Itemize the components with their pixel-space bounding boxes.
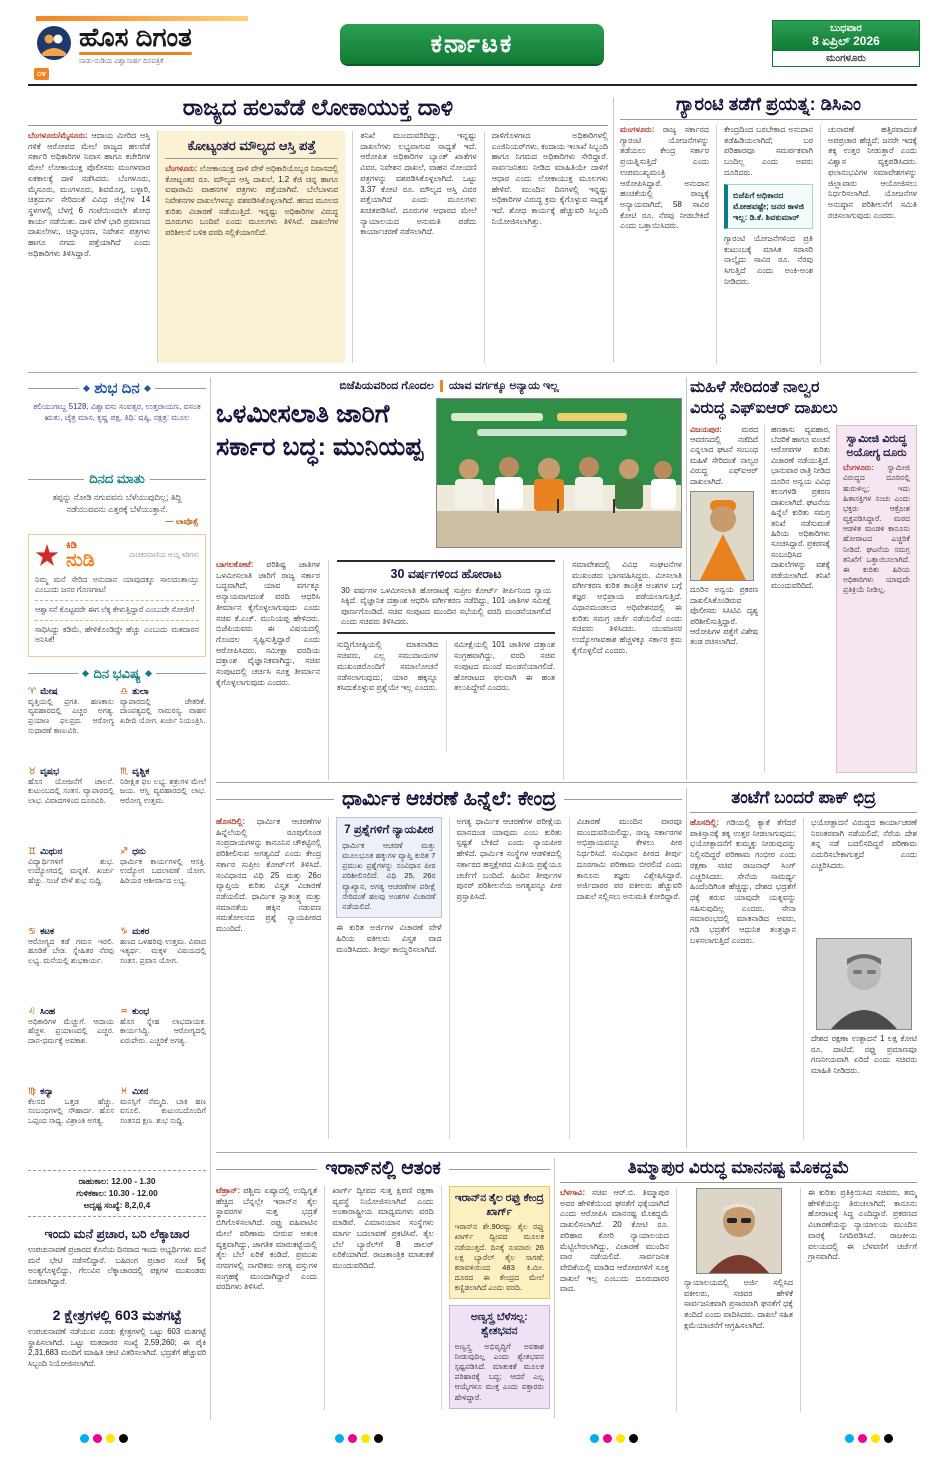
section-title: ದಿನ ಭವಿ‍ಷ್ಯ: [93, 665, 141, 681]
kidi-nudi-box: [28, 534, 206, 657]
newspaper-logo: [36, 16, 248, 76]
column-text: ಗಡಿಯಲ್ಲಿ ಕ್ಯಾತೆ ತೆಗೆದರೆ ಪಾಕಿಸ್ತಾನಕ್ಕೆ ತಕ್ಕ ಉತ್ತರ ನೀಡಲಾಗುವುದು; ಭಯೋತ್ಪಾದನೆಗೆ ಕುಮ್ಮಕ್ಕು ನೀಡುವುದನ್ನು ನಿಲ್ಲಿಸದಿದ್ದರೆ ಪರಿಣಾಮ ಗಂಭೀರ ಎಂದು ರಕ್ಷಣಾ ಸಚಿವ ರಾಜನಾಥ್ ಸಿಂಗ್ ಎಚ್ಚರಿಸಿದರು. ಸೇನೆಯ ಸಾಮರ್ಥ್ಯ ಹಿಂದೆಂದಿಗಿಂತ ಹೆಚ್ಚಿದ್ದು, ದೇಶದ ಭದ್ರತೆಗೆ ಧಕ್ಕೆ ತರುವ ಯಾವುದೇ ಯತ್ನವನ್ನು ಸಹಿಸುವುದಿಲ್ಲ ಎಂದರು. ಸೇನಾ ಸಮಾರಂಭದಲ್ಲಿ ಮಾತನಾಡಿದ ಅವರು, ಗಡಿ ಭದ್ರತೆಗೆ ಆಧುನಿಕ ತಂತ್ರಜ್ಞಾನ ಬಳಸಲಾಗುತ್ತಿದೆ ಎಂದರು.: [690, 818, 796, 945]
column-divider: [554, 1158, 555, 1418]
kidi-item: ಸಾಧಿಸಿದ್ದು ಕಡಿಮೆ, ಹೇಳಿಕೊಂಡಿದ್ದೇ ಹೆಚ್ಚು ಎಂಬುದು ಮತದಾರನ ಅನಿಸಿಕೆ!: [35, 620, 199, 650]
date-box: [772, 20, 920, 67]
column-text: ಭಯೋತ್ಪಾದನೆ ವಿರುದ್ಧದ ಕಾರ್ಯಾಚರಣೆ ನಿರಂತರವಾಗಿ ನಡೆಯಲಿದೆ; ನೆರೆಯ ದೇಶ ತನ್ನ ನಡೆ ಬದಲಿಸದಿದ್ದರೆ ಪರಿಣಾಮ ಎದುರಿಸಬೇಕಾಗುತ್ತದೆ ಎಂದು ಎಚ್ಚರಿಸಿದರು.: [811, 818, 917, 870]
column-text: ದಾಳಿಗೊಳಗಾದ ಅಧಿಕಾರಿಗಳಲ್ಲಿ ಎಂಜಿನಿಯರ್‌ಗಳು, ಕಂದಾಯ ಇಲಾಖೆ ಸಿಬ್ಬಂದಿ ಹಾಗೂ ನಿಗಮದ ಅಧಿಕಾರಿಗಳು ಸೇರಿದ್ದಾರೆ. ಸಾರ್ವಜನಿಕರು ನೀಡಿದ ಮಾಹಿತಿಯೇ ದಾಳಿಗೆ ಆಧಾರ ಎಂದು ಲೋಕಾಯುಕ್ತ ಮೂಲಗಳು ಹೇಳಿವೆ. ಮುಂದಿನ ದಿನಗಳಲ್ಲಿ ಇನ್ನಷ್ಟು ಅಧಿಕಾರಿಗಳ ವಿರುದ್ಧ ಕ್ರಮ ಕೈಗೊಳ್ಳುವ ಸಾಧ್ಯತೆ ಇದೆ. ಶೋಧ ಕಾರ್ಯಕ್ಕೆ ಹೆಚ್ಚುವರಿ ಸಿಬ್ಬಂದಿ ನಿಯೋಜಿಸಲಾಗಿತ್ತು.: [491, 131, 608, 226]
column-text: ದೇಶದ ರಕ್ಷಣಾ ಉತ್ಪಾದನೆ 1 ಲಕ್ಷ ಕೋಟಿ ರೂ. ದಾಟಿದೆ; ರಫ್ತು ಪ್ರಮಾಣವೂ ಗಣನೀಯವಾಗಿ ಏರಿದೆ ಎಂದು ಸಚಿವರು ಮಾಹಿತಿ ನೀಡಿದರು.: [811, 1034, 917, 1076]
article-headline-line1: ಮಹಿಳೆ ಸೇರಿದಂತೆ ನಾಲ್ವರ: [690, 379, 820, 396]
publish-date: 8 ಏಪ್ರಿಲ್ 2026: [812, 34, 880, 48]
swami-photo: [690, 491, 754, 581]
column-text: ಚುನಾವಣೆ ಹತ್ತಿರವಾದಂತೆ ಅಪಪ್ರಚಾರ ಹೆಚ್ಚಿದೆ; ಜನರೇ ಇದಕ್ಕೆ ತಕ್ಕ ಉತ್ತರ ನೀಡುತ್ತಾರೆ ಎಂದು ವಿಶ್ವಾಸ ವ್ಯಕ್ತಪಡಿಸಿದರು. ಫಲಾನುಭವಿಗಳ ಸಮಾವೇಶಗಳನ್ನು ಜಿಲ್ಲಾವಾರು ಆಯೋಜಿಸಲು ನಿರ್ಧರಿಸಲಾಗಿದೆ. ಯೋಜನೆಗಳ ಅನುಷ್ಠಾನ ಪರಿಶೀಲನೆಗೆ ಸಮಿತಿ ರಚಿಸಲಾಗುವುದು ಎಂದರು.: [828, 125, 917, 220]
inset-text: 30 ವರ್ಷಗಳ ಒಳಮೀಸಲಾತಿ ಹೋರಾಟಕ್ಕೆ ಸುಪ್ರೀಂ ಕೋರ್ಟ್ ತೀರ್ಪಿನಿಂದ ನ್ಯಾಯ ಸಿಕ್ಕಿದೆ. ವೈಜ್ಞಾನಿಕ ದತ್ತಾಂಶ ಆಧರಿಸಿ ವರ್ಗೀಕರಣ ನಡೆದಿದ್ದು, 101 ಜಾತಿಗಳ ಸಮೀಕ್ಷೆ ಪೂರ್ಣಗೊಂಡಿದೆ. ಸಚಿವ ಸಂಪುಟದ ಮುಂದಿನ ಸಭೆಯಲ್ಲಿ ವರದಿ ಮಂಡನೆಯಾಗಲಿದೆ ಎಂದು ಸಚಿವರು ತಿಳಿಸಿದರು.: [341, 585, 551, 626]
ornament-line: [28, 673, 78, 674]
inset-headline: 7 ಪ್ರಶ್ನೆಗಳಿಗೆ ನ್ಯಾಯಪೀಠ: [344, 824, 434, 836]
article-column: [352, 131, 476, 363]
article-middle-columns: [328, 560, 564, 780]
zodiac-icon: ♊: [28, 845, 37, 856]
kicker: [216, 378, 682, 394]
horoscope-item: ♊ ಮಿಥುನ ವಿದ್ಯಾರ್ಥಿಗಳಿಗೆ ಶುಭ. ಉದ್ಯೋಗದಲ್ಲಿ ಮನ್ನಣೆ. ಖರ್ಚು ಹೆಚ್ಚು. ಸಂಜೆ ವೇಳೆ ಶುಭ ಸುದ್ದಿ.: [28, 845, 114, 886]
column-text: ಧಾರ್ಮಿಕ ಆಚರಣೆಗಳ ಹಿನ್ನೆಲೆಯಲ್ಲಿ ರೂಪುಗೊಂಡ ಸಂಪ್ರದಾಯಗಳನ್ನು ಕಾನೂನಿನ ಚೌಕಟ್ಟಿನಲ್ಲಿ ಪರಿಶೀಲಿಸುವ ಅಗತ್ಯವಿದೆ ಎಂದು ಕೇಂದ್ರ ಸರ್ಕಾರ ಸುಪ್ರೀಂ ಕೋರ್ಟ್‌ಗೆ ತಿಳಿಸಿದೆ. ಸಂವಿಧಾನದ ವಿಧಿ 25 ಮತ್ತು 26ರ ವ್ಯಾಪ್ತಿಯ ಕುರಿತು ವಿಸ್ತೃತ ವಿಚಾರಣೆ ನಡೆಯಲಿದೆ. ಧಾರ್ಮಿಕ ಸ್ವಾತಂತ್ರ್ಯ ಮತ್ತು ಸಮಾನತೆಯ ಹಕ್ಕಿನ ನಡುವಣ ಸಮತೋಲನದ ಪ್ರಶ್ನೆ ನ್ಯಾಯಪೀಠದ ಮುಂದಿದೆ.: [216, 817, 322, 934]
article-headline: ತಂಟೆಗೆ ಬಂದರೆ ಪಾಕ್ ಛಿದ್ರ: [731, 788, 876, 807]
kidi-item: ಆಶ್ವಾಸನೆ ಕೊಟ್ಟವರೇ ಈಗ ಲೆಕ್ಕ ಕೇಳುತ್ತಿದ್ದಾರೆ ಎಂಬುದೇ ಸೋಜಿಗ!: [35, 600, 199, 620]
registration-dot-black: [374, 1434, 383, 1443]
ornament-diamond-icon: [83, 385, 90, 392]
masthead-rule: [28, 84, 917, 86]
registration-dot-yellow: [361, 1434, 370, 1443]
dateline: ವಿಜಯಪುರ:: [690, 424, 722, 434]
article-thimmapura: [560, 1158, 917, 1418]
logo-accent-strip: [36, 16, 248, 21]
inset-box-30-years: [337, 560, 555, 634]
registration-dot-magenta: [858, 1434, 867, 1443]
ornament-diamond-icon: [82, 670, 89, 677]
registration-dot-yellow: [616, 1434, 625, 1443]
zodiac-icon: ♏: [120, 765, 129, 776]
registration-marks: [590, 1434, 638, 1443]
quote-author: — ಲಾವೊತ್ಸೆ: [165, 517, 198, 527]
rahu-kala: ರಾಹುಕಾಲ: 12.00 - 1.30: [78, 1175, 156, 1186]
panchanga-details: ಕಲಿಯುಗಾಬ್ದ 5128, ವಿಶ್ವಾವಸು ಸಂವತ್ಸರ, ಉತ್ತರಾಯಣ, ವಸಂತ ಋತು, ಚೈತ್ರ ಮಾಸ, ಕೃಷ್ಣ ಪಕ್ಷ, ತಿಥಿ: ಷಷ್ಠಿ, ನಕ್ಷತ್ರ: ಮೂಲ: [33, 402, 201, 423]
column-text: ಪಶ್ಚಿಮ ಏಷ್ಯಾದಲ್ಲಿ ಉದ್ವಿಗ್ನತೆ ಹೆಚ್ಚಿದ ಬೆನ್ನಲ್ಲೇ ಇರಾನ್‌ನ ತೈಲ ಸ್ಥಾವರಗಳ ಸುತ್ತ ಭದ್ರತೆ ಬಿಗಿಗೊಳಿಸಲಾಗಿದೆ. ರಫ್ತು ವಹಿವಾಟಿನ ಮೇಲೆ ಪರಿಣಾಮ ಬೀರುವ ಆತಂಕ ವ್ಯಕ್ತವಾಗಿದ್ದು, ಜಾಗತಿಕ ಮಾರುಕಟ್ಟೆಯಲ್ಲಿ ತೈಲ ಬೆಲೆ ಏರಿಕೆ ಕಂಡಿದೆ. ಪ್ರಮುಖ ನಗರಗಳಲ್ಲಿ ನಾಗರಿಕರು ಅಗತ್ಯ ವಸ್ತುಗಳ ಸಂಗ್ರಹಕ್ಕೆ ಮುಂದಾಗಿದ್ದಾರೆ ಎಂದು ವರದಿಗಳು ತಿಳಿಸಿವೆ.: [216, 1186, 318, 1292]
inset-dateline: ಬೆಂಗಳೂರು:: [843, 463, 874, 473]
article-column: [836, 425, 917, 773]
horoscope-item: ♐ ಧನು ಧಾರ್ಮಿಕ ಕಾರ್ಯಗಳಲ್ಲಿ ಆಸಕ್ತಿ. ಉದ್ಯೋಗ ಬದಲಾವಣೆ ಯೋಗ. ಹಿರಿಯರ ಆಶೀರ್ವಾದ ಲಭ್ಯ.: [120, 845, 206, 886]
section-title: ಶುಭ ದಿನ: [94, 380, 140, 397]
zodiac-icon: ♓: [120, 1085, 129, 1096]
weekday: ಬುಧವಾರ: [830, 23, 862, 34]
article-headline: ತಿಮ್ಮಾಪುರ ವಿರುದ್ಧ ಮಾನನಷ್ಟ ಮೊಕದ್ದಮೆ: [627, 1158, 850, 1177]
registration-marks: [845, 1434, 893, 1443]
dateline: ಹೊಸದಿಲ್ಲಿ:: [216, 817, 246, 826]
column-text: ಈ ಕುರಿತ ಅರ್ಜಿಗಳ ವಿಚಾರಣೆ ವೇಳೆ ಹಿರಿಯ ವಕೀಲರು ವಿಸ್ತೃತ ವಾದ ಮಂಡಿಸಿದರು. ತೀರ್ಪು ಕಾಯ್ದಿರಿಸಲಾಗಿದೆ.: [336, 923, 442, 954]
ornament-line: [150, 479, 206, 480]
booth-story-headline: ಇಂದು ಮನೆ ಪ್ರಚಾರ, ಬರಿ ಲೆಕ್ಕಾಚಾರ: [44, 1226, 190, 1241]
article-headline-line2: ವಿರುದ್ಧ ಎಫ್‌ಐಆರ್ ದಾಖಲು: [690, 399, 838, 417]
article-column: [28, 131, 150, 363]
registration-marks: [335, 1434, 383, 1443]
inset-box-7-questions: [336, 817, 441, 918]
column-text: ಈ ಕುರಿತು ಪ್ರತಿಕ್ರಿಯಿಸಿದ ಸಚಿವರು, ತಮ್ಮ ಹೇಳಿಕೆಯನ್ನು ತಿರುಚಲಾಗಿದೆ; ಕಾನೂನು ಹೋರಾಟಕ್ಕೆ ಸಿದ್ಧ ಎಂದಿದ್ದಾರೆ. ಪ್ರಕರಣದ ವಿಚಾರಣೆಯನ್ನು ನ್ಯಾಯಾಲಯ ಮುಂದಿನ ವಾರಕ್ಕೆ ನಿಗದಿಪಡಿಸಿದೆ. ರಾಜಕೀಯ ವಲಯದಲ್ಲಿ ಈ ಬೆಳವಣಿಗೆ ಚರ್ಚೆಗೆ ಗ್ರಾಸವಾಗಿದೆ.: [808, 1188, 917, 1262]
column-text: ದೂರಿನ ಅನ್ವಯ ಪ್ರಕರಣ ದಾಖಲಿಸಿಕೊಂಡಿರುವ ಪೊಲೀಸರು ಸಿಸಿಟಿವಿ ದೃಶ್ಯ ಪರಿಶೀಲಿಸುತ್ತಿದ್ದಾರೆ. ಆರೋಪಿಗಳ ಪತ್ತೆಗೆ ವಿಶೇಷ ತಂಡ ರಚಿಸಲಾಗಿದೆ.: [690, 585, 758, 647]
inset-headline: ಕೋಟ್ಯಂತರ ಮೌಲ್ಯದ ಆಸ್ತಿ ಪತ್ತೆ: [187, 138, 316, 153]
dateline: ಹೊಸದಿಲ್ಲಿ:: [690, 818, 720, 827]
column-text: ಮಠದ ಆವರಣದಲ್ಲಿ ನಡೆದಿದೆ ಎನ್ನಲಾದ ಘಟನೆ ಸಂಬಂಧ ಮಹಿಳೆ ಸೇರಿದಂತೆ ನಾಲ್ವರ ವಿರುದ್ಧ ಎಫ್‌ಐಆರ್ ದಾಖಲಾಗಿದೆ.: [690, 424, 758, 486]
edition-number-badge: ೦೪: [34, 68, 49, 80]
horoscope-item: ♉ ವೃಷಭ ಹೊಸ ಯೋಜನೆಗೆ ಚಾಲನೆ. ಕುಟುಂಬದಲ್ಲಿ ಸಂತಸ. ವ್ಯಾಪಾರದಲ್ಲಿ ಲಾಭ. ವಿವಾದಗಳಿಂದ ದೂರವಿರಿ.: [28, 765, 114, 806]
article-lokayukta: [28, 94, 608, 368]
article-headline: ಇರಾನ್‌ನಲ್ಲಿ ಆತಂಕ: [325, 1158, 441, 1179]
booth-story-text: ಉಪಚುನಾವಣೆ ಪ್ರಚಾರದ ಕೊನೆಯ ದಿನವಾದ ಇಂದು ಅಭ್ಯರ್ಥಿಗಳು ಮನೆ ಮನೆ ಭೇಟಿ ನಡೆಸಲಿದ್ದಾರೆ. ಬಹಿರಂಗ ಪ್ರಚಾರ ಸಂಜೆ 5ಕ್ಕೆ ಅಂತ್ಯಗೊಳ್ಳಲಿದ್ದು, ಗೆಲುವಿನ ಲೆಕ್ಕಾಚಾರದಲ್ಲಿ ಪಕ್ಷಗಳ ಮುಖಂಡರು ನಿರತರಾಗಿದ್ದಾರೆ.: [28, 1245, 206, 1286]
inset-text: ಧಾರ್ಮಿಕ ಆಚರಣೆ ಮತ್ತು ಮೂಲಭೂತ ಹಕ್ಕುಗಳ ವ್ಯಾಪ್ತಿ ಕುರಿತ 7 ಪ್ರಮುಖ ಪ್ರಶ್ನೆಗಳನ್ನು ಸಂವಿಧಾನ ಪೀಠ ಪರಿಶೀಲಿಸಲಿದೆ. ವಿಧಿ 25, 26ರ ವ್ಯಾಖ್ಯಾನ, ಅಗತ್ಯ ಆಚರಣೆಗಳ ಪರೀಕ್ಷೆ ಸೇರಿದಂತೆ ಹಲವು ಅಂಶಗಳ ವಿಚಾರಣೆ ನಡೆಯಲಿದೆ.: [342, 840, 436, 911]
rajnath-singh-photo: [816, 938, 912, 1030]
newspaper-tagline: ನಾಡು-ನುಡಿಯ ವಿಶ್ವಾಸಾರ್ಹ ದಿನಪತ್ರಿಕೆ: [79, 58, 164, 65]
dateline: ಬೆಂಗಳೂರು/ಮೈಸೂರು:: [28, 131, 88, 140]
headline-rule: [28, 125, 608, 126]
column-text: ತನಿಖೆ ಮುಂದುವರಿದಿದ್ದು, ಇನ್ನಷ್ಟು ದಾಖಲೆಗಳು ಲಭ್ಯವಾಗುವ ಸಾಧ್ಯತೆ ಇದೆ. ಆರೋಪಿತ ಅಧಿಕಾರಿಗಳ ಬ್ಯಾಂಕ್ ಖಾತೆಗಳ ವಿವರ, ನಿವೇಶನ ದಾಖಲೆ, ವಾಹನ ನೋಂದಣಿ ಪತ್ರಗಳನ್ನು ವಶಪಡಿಸಿಕೊಳ್ಳಲಾಗಿದೆ. ಒಟ್ಟು 3.37 ಕೋಟಿ ರೂ. ಮೌಲ್ಯದ ಆಸ್ತಿ ವಿವರ ಪತ್ತೆಯಾಗಿದೆ ಎಂದು ಮೂಲಗಳು ಖಚಿತಪಡಿಸಿವೆ. ದೂರುಗಳ ಆಧಾರದ ಮೇಲೆ ನ್ಯಾಯಾಲಯದ ಅನುಮತಿ ಪಡೆದು ಕಾರ್ಯಾಚರಣೆ ನಡೆಸಲಾಗಿದೆ.: [360, 131, 477, 237]
column-text: ಸಮೀಕ್ಷೆಯಲ್ಲಿ 101 ಜಾತಿಗಳ ದತ್ತಾಂಶ ಸಂಗ್ರಹವಾಗಿದ್ದು, ವರದಿ ಸಚಿವ ಸಂಪುಟದ ಮುಂದೆ ಮಂಡನೆಯಾಗಲಿದೆ. ಹೋರಾಟದ ಫಲವಾಗಿ ಈ ಹಂತ ತಲುಪಿದ್ದೇವೆ ಎಂದರು.: [446, 640, 555, 752]
lucky-numbers: ಅದೃಷ್ಟ ಸಂಖ್ಯೆ: 8,2,0,4: [83, 1200, 151, 1211]
zodiac-icon: ♒: [120, 1005, 129, 1016]
inset-dateline: ಬೆಂಗಳೂರು:: [165, 164, 198, 174]
zodiac-icon: ♎: [120, 685, 129, 696]
star-burst-icon: [35, 544, 59, 568]
horoscope-item: ♋ ಕಟಕ ಆರೋಗ್ಯದ ಕಡೆ ಗಮನ ಇರಲಿ. ಹೂಡಿಕೆ ಬೇಡ. ಸ್ನೇಹಿತರ ನೆರವು ಲಭ್ಯ. ಮನೆಯಲ್ಲಿ ಶುಭಕಾರ್ಯ.: [28, 925, 114, 966]
column-text: ನ್ಯಾಯಾಲಯದಲ್ಲಿ ಅರ್ಜಿ ಸಲ್ಲಿಸಿದ ವಕೀಲರು, ಸಚಿವರ ಹೇಳಿಕೆ ಸಾರ್ವಜನಿಕವಾಗಿ ಪ್ರಸಾರವಾಗಿ ಘನತೆಗೆ ಧಕ್ಕೆ ತಂದಿದೆ ಎಂದು ವಾದಿಸಿದರು. ದಾಖಲೆ ಸಹಿತ ಕ್ಷಮೆಯಾಚನೆಗೆ ಆಗ್ರಹಿಸಲಾಗಿದೆ.: [684, 1278, 793, 1330]
inset-headline: ಸ್ವಾಮೀಜಿ ವಿರುದ್ಧ ಅಯೋಗ್ಯ ದೂರು: [846, 432, 907, 459]
inset-text: ಲೋಕಾಯುಕ್ತ ದಾಳಿ ವೇಳೆ ಅಧಿಕಾರಿಯೊಬ್ಬರ ನಿವಾಸದಲ್ಲಿ ಕೋಟ್ಯಂತರ ರೂ. ಮೌಲ್ಯದ ಆಸ್ತಿ ದಾಖಲೆ, 1.2 ಕೆಜಿ ಚಿನ್ನ ಹಾಗೂ ಐಷಾರಾಮಿ ವಾಹನಗಳ ಪತ್ರಗಳು ಪತ್ತೆಯಾಗಿವೆ. ಬೆಲೆಬಾಳುವ ನಿವೇಶನಗಳ ದಾಖಲೆಗಳನ್ನೂ ವಶಪಡಿಸಿಕೊಳ್ಳಲಾಗಿದೆ. ಹಣದ ಮೂಲದ ಕುರಿತು ವಿಚಾರಣೆ ನಡೆಯುತ್ತಿದೆ. ಇನ್ನಷ್ಟು ಅಧಿಕಾರಿಗಳ ವಿರುದ್ಧ ದೂರುಗಳು ಬಂದಿವೆ ಎಂದು ಮೂಲಗಳು ತಿಳಿಸಿವೆ. ದಾಖಲೆಗಳ ಪರಿಶೀಲನೆ ಬಳಿಕ ವರದಿ ಸಲ್ಲಿಕೆಯಾಗಲಿದೆ.: [165, 164, 339, 237]
article-column: [216, 1186, 317, 1410]
inset-box-kharg-oil: [449, 1186, 550, 1299]
registration-dot-cyan: [845, 1434, 854, 1443]
headline-rule: [560, 1182, 917, 1183]
section-title: ದಿನದ ಮಾತು: [89, 471, 145, 486]
ornament-line: [564, 799, 682, 800]
inset-headline: 30 ವರ್ಷಗಳಿಂದ ಹೋರಾಟ: [390, 567, 502, 581]
registration-dot-magenta: [93, 1434, 102, 1443]
column-text: ಗ್ಯಾರಂಟಿ ಯೋಜನೆಗಳಿಂದ ಪ್ರತಿ ಕುಟುಂಬಕ್ಕೆ ಮಾಸಿಕ ಸರಾಸರಿ ನಾಲ್ಕೈದು ಸಾವಿರ ರೂ. ನೆರವು ಸಿಗುತ್ತಿದೆ ಎಂದು ಅಂಕಿ-ಅಂಶ ನೀಡಿದರು.: [724, 233, 813, 286]
article-column: [800, 1188, 917, 1412]
inset-box-swamiji: [836, 425, 917, 773]
column-divider: [686, 378, 687, 780]
article-column: [569, 817, 682, 1139]
article-column: [560, 1188, 669, 1412]
article-column: [328, 817, 441, 1139]
gulika-kala: ಗುಳಿಕಕಾಲ: 10.30 - 12.00: [76, 1187, 158, 1198]
registration-dot-yellow: [106, 1434, 115, 1443]
newspaper-emblem-icon: [36, 25, 72, 66]
ornament-line: [28, 388, 79, 389]
article-column: [690, 425, 758, 773]
nudi-label: ನುಡಿ: [66, 550, 95, 572]
article-headline: ಗ್ಯಾರಂಟಿ ತಡೆಗೆ ಪ್ರಯತ್ನ: ಡಿಸಿಎಂ: [675, 94, 861, 114]
main-headline-line2: ಸರ್ಕಾರ ಬದ್ಧ: ಮುನಿಯಪ್ಪ: [216, 433, 424, 461]
quote-of-day: ತಪ್ಪನ್ನು ನೋಡಿ ನಗುವವನು ಬೆಳೆಯುವುದಿಲ್ಲ; ತಿದ್ದಿ ನಡೆಯುವವನು ಎತ್ತರಕ್ಕೆ ಬೆಳೆಯುತ್ತಾನೆ.: [52, 492, 182, 515]
horoscope-item: ♓ ಮೀನ ಮನಸ್ಸಿಗೆ ನೆಮ್ಮದಿ. ಬಾಕಿ ಹಣ ವಸೂಲಿ. ಕುಟುಂಬದೊಂದಿಗೆ ಸಂತಸದ ಕ್ಷಣ. ಶುಭ ಸುದ್ದಿ.: [120, 1085, 206, 1126]
article-column: [216, 560, 320, 780]
ornament-line: [449, 1169, 550, 1170]
registration-marks: [80, 1434, 128, 1443]
horoscope-item: ♎ ತುಲಾ ವ್ಯಾಪಾರದಲ್ಲಿ ಚೇತರಿಕೆ. ದಾಂಪತ್ಯದಲ್ಲಿ ಸಾಮರಸ್ಯ. ವಾಹನ ಖರೀದಿ ಯೋಗ. ಖರ್ಚು ನಿಯಂತ್ರಿಸಿ.: [120, 685, 206, 726]
inset-box-property-found: [157, 131, 345, 363]
registration-dot-cyan: [80, 1434, 89, 1443]
zodiac-icon: ♍: [28, 1085, 37, 1096]
ornament-line: [156, 673, 206, 674]
article-column: [803, 818, 917, 1140]
logo-underline: [79, 52, 192, 55]
section-rule: [216, 782, 917, 783]
column-text: ಹಣಕಾಸು ವ್ಯವಹಾರ, ಬೆದರಿಕೆ ಹಾಗೂ ವಂಚನೆ ಆರೋಪಗಳ ಕುರಿತು ವಿಚಾರಣೆ ನಡೆಯುತ್ತಿದೆ. ಭಾನುವಾರ ರಾತ್ರಿ ನೀಡಿದ ದೂರಿನ ಅನ್ವಯ ವಿವಿಧ ಕಲಂಗಳಡಿ ಪ್ರಕರಣ ದಾಖಲಾಗಿದೆ. ಘಟನೆಯ ಹಿನ್ನೆಲೆ ಕುರಿತು ಸಮಗ್ರ ತನಿಖೆ ನಡೆಸುವಂತೆ ಹಿರಿಯ ಅಧಿಕಾರಿಗಳು ಸೂಚಿಸಿದ್ದಾರೆ. ಪ್ರಕರಣಕ್ಕೆ ಸಂಬಂಧಿಸಿದ ದಾಖಲೆಗಳನ್ನು ವಶಕ್ಕೆ ಪಡೆಯಲಾಗಿದೆ. ತನಿಖೆ ಮುಂದುವರಿದಿದೆ.: [771, 424, 830, 591]
article-fir: [690, 378, 917, 780]
column-text: ವಿಚಾರಣೆ ಮುಂದಿನ ವಾರವೂ ಮುಂದುವರಿಯಲಿದ್ದು, ರಾಜ್ಯ ಸರ್ಕಾರಗಳ ಅಭಿಪ್ರಾಯವನ್ನೂ ಕೇಳಲು ಪೀಠ ನಿರ್ಧರಿಸಿದೆ. ಸಂವಿಧಾನ ಪೀಠದ ತೀರ್ಪು ದೂರಗಾಮಿ ಪರಿಣಾಮ ಬೀರಲಿದೆ ಎಂದು ಕಾನೂನು ತಜ್ಞರು ವಿಶ್ಲೇಷಿಸಿದ್ದಾರೆ. ಅರ್ಜಿದಾರರ ಪರ ವಕೀಲರು ಹೆಚ್ಚುವರಿ ದಾಖಲೆ ಸಲ್ಲಿಸಲು ಅನುಮತಿ ಕೋರಿದ್ದಾರೆ.: [576, 817, 682, 902]
dateline: ಮಂಗಳೂರು:: [620, 125, 655, 134]
newspaper-title: ಹೊಸ ದಿಗಂತ: [79, 22, 192, 52]
column-text: ರಾಜ್ಯ ಸರ್ಕಾರದ ಗ್ಯಾರಂಟಿ ಯೋಜನೆಗಳನ್ನು ತಡೆಯಲು ಕೇಂದ್ರ ಸರ್ಕಾರ ಪ್ರಯತ್ನಿಸುತ್ತಿದೆ ಎಂದು ಉಪಮುಖ್ಯಮಂತ್ರಿ ಆರೋಪಿಸಿದ್ದಾರೆ. ಅನುದಾನ ಹಂಚಿಕೆಯಲ್ಲಿ ರಾಜ್ಯಕ್ಕೆ ಅನ್ಯಾಯವಾಗಿದೆ; 58 ಸಾವಿರ ಕೋಟಿ ರೂ. ನೆರವು ನೀಡಬೇಕಿದೆ ಎಂದು ಒತ್ತಾಯಿಸಿದರು.: [620, 125, 709, 231]
edition-city: ಮಂಗಳೂರು: [826, 53, 866, 64]
registration-dot-cyan: [590, 1434, 599, 1443]
article-column: [676, 1188, 793, 1412]
horoscope-item: ♒ ಕುಂಭ ಹೊಸ ಸ್ನೇಹ ಲಾಭದಾಯಕ. ಕಾರ್ಯಸಿದ್ಧಿ. ಆರೋಗ್ಯದಲ್ಲಿ ಏರುಪೇರು. ಎಚ್ಚರಿಕೆ ಅಗತ್ಯ.: [120, 1005, 206, 1046]
zodiac-icon: ♐: [120, 845, 129, 856]
horoscope-item: ♏ ವೃಶ್ಚಿಕ ನಿರೀಕ್ಷಿತ ಫಲ ಲಭ್ಯ. ಶತ್ರುಗಳ ಮೇಲೆ ಜಯ. ಆಸ್ತಿ ವ್ಯವಹಾರದಲ್ಲಿ ಲಾಭ. ಆರೋಗ್ಯ ಉತ್ತಮ.: [120, 765, 206, 806]
article-column: [324, 1186, 433, 1410]
article-pak-warning: [690, 788, 917, 1148]
main-headline-line1: ಒಳಮೀಸಲಾತಿ ಜಾರಿಗೆ: [216, 400, 390, 428]
polling-story-text: ಉಪಚುನಾವಣೆ ನಡೆಯುವ ಎರಡು ಕ್ಷೇತ್ರಗಳಲ್ಲಿ ಒಟ್ಟು 603 ಮತಗಟ್ಟೆ ಸ್ಥಾಪಿಸಲಾಗಿದೆ. ಒಟ್ಟು ಮತದಾರರ ಸಂಖ್ಯೆ 2,59,260; ಈ ಪೈಕಿ 2,31,683 ಮಂದಿಗೆ ಮಾಹಿತಿ ಚೀಟಿ ವಿತರಿಸಲಾಗಿದೆ. ಭದ್ರತೆಗೆ ಹೆಚ್ಚುವರಿ ಸಿಬ್ಬಂದಿ ನಿಯೋಜಿಸಲಾಗಿದೆ.: [28, 1327, 206, 1368]
article-muniyappa: [216, 378, 682, 780]
registration-dot-yellow: [871, 1434, 880, 1443]
kidi-label: ಕಿಡಿ: [66, 540, 77, 552]
dateline: ಟೆಹ್ರಾನ್:: [216, 1186, 240, 1195]
article-column: [449, 817, 562, 1139]
column-text: ಅಗತ್ಯ ಧಾರ್ಮಿಕ ಆಚರಣೆಗಳ ಪರೀಕ್ಷೆಯ ಮಾನದಂಡ ಯಾವುದು ಎಂಬ ಕುರಿತು ಸ್ಪಷ್ಟತೆ ಬೇಕಿದೆ ಎಂದು ನ್ಯಾಯಪೀಠ ಹೇಳಿದೆ. ಧಾರ್ಮಿಕ ಸಂಸ್ಥೆಗಳ ಆಡಳಿತದಲ್ಲಿ ಸರ್ಕಾರದ ಹಸ್ತಕ್ಷೇಪದ ಮಿತಿಯ ಪ್ರಶ್ನೆಯೂ ಚರ್ಚೆಗೆ ಬಂದಿದೆ. ಹಿಂದಿನ ತೀರ್ಪುಗಳ ಪುನರ್ ಪರಿಶೀಲನೆಯ ಅಗತ್ಯವನ್ನೂ ಪೀಠ ಪ್ರಸ್ತಾಪಿಸಿದೆ.: [456, 817, 562, 902]
inset-headline: ಅಣ್ವಸ್ತ್ರ ಬೆಳೆಸಲ್ಲ: ಶ್ವೇತಭವನ: [470, 1311, 528, 1338]
registration-dot-magenta: [603, 1434, 612, 1443]
article-guarantee-dcm: [620, 94, 917, 368]
inset-text: ಇರಾನ್‌ನ ಶೇ.90ರಷ್ಟು ತೈಲ ರಫ್ತು ಖಾರ್ಗ್ ದ್ವೀಪದ ಮೂಲಕ ನಡೆಯುತ್ತದೆ. ದಿನಕ್ಕೆ ಸುಮಾರು 26 ಲಕ್ಷ ಬ್ಯಾರೆಲ್ ತೈಲ ಸಾಗಣೆ; ಕರಾವಳಿಯಿಂದ 483 ಕಿ.ಮೀ. ದೂರದ ಈ ಕೇಂದ್ರದ ಮೇಲೆ ಕಣ್ಣಿಡಲಾಗಿದೆ ಎಂದು ವರದಿ.: [454, 1222, 544, 1293]
politician-photo: [696, 1188, 782, 1274]
inset-rule: [165, 158, 338, 159]
kicker-separator: [440, 380, 443, 392]
ornament-line: [155, 388, 206, 389]
zodiac-icon: ♌: [28, 1005, 37, 1016]
article-column: [572, 560, 682, 780]
shubha-dina-header: [28, 380, 206, 397]
section-rule: [28, 372, 917, 373]
article-column: [716, 125, 813, 365]
column-text: ಸಮಾವೇಶದಲ್ಲಿ ವಿವಿಧ ಸಂಘಟನೆಗಳ ಮುಖಂಡರು ಭಾಗವಹಿಸಿದ್ದರು. ಮೀಸಲಾತಿ ವರ್ಗೀಕರಣ ಕುರಿತ ತಾಂತ್ರಿಕ ಅಂಶಗಳ ಬಗ್ಗೆ ತಜ್ಞರ ಅಭಿಪ್ರಾಯ ಪಡೆಯಲಾಗುತ್ತಿದೆ. ವಿಧಾನಮಂಡಲದ ಅಧಿವೇಶನದಲ್ಲಿ ಈ ಕುರಿತು ಸಮಗ್ರ ಚರ್ಚೆ ನಡೆಯಲಿದೆ ಎಂದು ಸಚಿವರು ತಿಳಿಸಿದರು. ಯುವಜನರ ಉದ್ಯೋಗಾವಕಾಶ ಹೆಚ್ಚಳಕ್ಕೂ ಸರ್ಕಾರ ಕ್ರಮ ಕೈಗೊಳ್ಳಲಿದೆ ಎಂದರು.: [572, 560, 682, 655]
registration-dot-black: [884, 1434, 893, 1443]
column-text: ಆದಾಯ ಮೀರಿದ ಆಸ್ತಿ ಗಳಿಕೆ ಆರೋಪದ ಮೇಲೆ ರಾಜ್ಯದ ಹಲವೆಡೆ ಸರ್ಕಾರಿ ಅಧಿಕಾರಿಗಳ ನಿವಾಸ ಹಾಗೂ ಕಚೇರಿಗಳ ಮೇಲೆ ಲೋಕಾಯುಕ್ತ ಪೊಲೀಸರು ಮಂಗಳವಾರ ಏಕಕಾಲಕ್ಕೆ ದಾಳಿ ನಡೆಸಿದರು. ಬೆಂಗಳೂರು, ಮೈಸೂರು, ಮಂಗಳೂರು, ಶಿವಮೊಗ್ಗ, ಬಳ್ಳಾರಿ, ಚಿತ್ರದುರ್ಗ ಸೇರಿದಂತೆ ವಿವಿಧ ಜಿಲ್ಲೆಗಳ 14 ಸ್ಥಳಗಳಲ್ಲಿ ಬೆಳಗ್ಗೆ 6 ಗಂಟೆಯಿಂದಲೇ ಶೋಧ ಕಾರ್ಯ ನಡೆಯಿತು. ದಾಳಿ ವೇಳೆ ಭಾರಿ ಪ್ರಮಾಣದ ದಾಖಲೆಗಳು, ಚಿನ್ನಾಭರಣ, ನಿವೇಶನ ಪತ್ರಗಳು ಹಾಗೂ ನಗದು ಪತ್ತೆಯಾಗಿದೆ ಎಂದು ಅಧಿಕಾರಿಗಳು ತಿಳಿಸಿದ್ದಾರೆ.: [28, 131, 151, 258]
sidebar-panchanga: [28, 378, 206, 1422]
inset-text: ಸ್ವಾಮೀಜಿ ವಿರುದ್ಧದ ದೂರಿನಲ್ಲಿ ಹುರುಳಿಲ್ಲ; ಇದು ಹಿತಾಸಕ್ತಿಗಳ ಸಂಚು ಎಂದು ಭಕ್ತರು ಆಕ್ರೋಶ ವ್ಯಕ್ತಪಡಿಸಿದ್ದಾರೆ. ಮಠದ ಆಡಳಿತ ಮಂಡಳಿ ಕಾನೂನು ಹೋರಾಟದ ಎಚ್ಚರಿಕೆ ನೀಡಿದೆ. ಘಟನೆಯ ಸಮಗ್ರ ತನಿಖೆಗೆ ಒತ್ತಾಯಿಸಲಾಗಿದೆ. ಈ ಕುರಿತು ಹಿರಿಯ ಅಧಿಕಾರಿಗಳು ಯಾವುದೇ ಪ್ರತಿಕ್ರಿಯೆ ನೀಡಿಲ್ಲ.: [843, 463, 910, 595]
timings-box: [28, 1170, 206, 1217]
registration-dot-black: [119, 1434, 128, 1443]
dateline: ಬಾಗಲಕೋಟೆ:: [216, 560, 254, 569]
horoscope-item: ♈ ಮೇಷ ವೃತ್ತಿಯಲ್ಲಿ ಪ್ರಗತಿ. ಹಣಕಾಸು ವ್ಯವಹಾರದಲ್ಲಿ ಎಚ್ಚರ ಅಗತ್ಯ. ಪ್ರಯಾಣ ಫಲಪ್ರದ. ಆರೋಗ್ಯ ಸುಧಾರಣೆ ಕಾಣುವಿರಿ.: [28, 685, 114, 736]
horoscope-item: ♍ ಕನ್ಯಾ ಕೆಲಸದ ಒತ್ತಡ ಹೆಚ್ಚು. ಸಂಬಂಧಗಳಲ್ಲಿ ಸೌಹಾರ್ದ. ಹೊಸ ಒಪ್ಪಂದ ಸಾಧ್ಯ. ವಿಶ್ರಾಂತಿ ಅಗತ್ಯ.: [28, 1085, 114, 1126]
kidi-item: ನಿಮ್ಮ ಮನೆ ಸೇರಿದ ಅನುದಾನ ಯಾವುದಕ್ಕೂ ಸಾಲದಂತಾಯ್ತು ಎಂಬುದು ಜನರ ಗೊಣಗಾಟ!: [35, 574, 199, 595]
kicker-left: ಬಿಜೆಪಿಯವರಿಂದ ಗೊಂದಲ: [339, 379, 434, 392]
column-text: ಸಚಿವ ಆರ್.ಬಿ. ತಿಮ್ಮಾಪುರ ಅವರ ಹೇಳಿಕೆಯಿಂದ ಘನತೆಗೆ ಧಕ್ಕೆಯಾಗಿದೆ ಎಂದು ಆರೋಪಿಸಿ ಮಾನನಷ್ಟ ಮೊಕದ್ದಮೆ ದಾಖಲಿಸಲಾಗಿದೆ. 20 ಕೋಟಿ ರೂ. ಪರಿಹಾರ ಕೋರಿ ನ್ಯಾಯಾಲಯದ ಮೆಟ್ಟಿಲೇರಲಾಗಿದ್ದು, ವಿಚಾರಣೆ ಮುಂದಿನ ವಾರ ನಡೆಯಲಿದೆ. ಸಾರ್ವಜನಿಕ ವೇದಿಕೆಯಲ್ಲಿ ಮಾಡಿದ ಆರೋಪಗಳಿಗೆ ಸೂಕ್ತ ದಾಖಲೆ ಇಲ್ಲ ಎಂಬುದು ದೂರುದಾರರ ವಾದ.: [560, 1188, 669, 1294]
zodiac-icon: ♋: [28, 925, 37, 936]
article-headline: ರಾಜ್ಯದ ಹಲವೆಡೆ ಲೋಕಾಯುಕ್ತ ದಾಳಿ: [182, 94, 454, 120]
headline-rule: [620, 119, 917, 120]
column-divider: [613, 98, 614, 362]
column-text: ಕೇಂದ್ರದಿಂದ ಬರಬೇಕಾದ ಅನುದಾನ ತಡೆಹಿಡಿಯಲಾಗಿದೆ; ಬರ ಪರಿಹಾರವೂ ಸಮರ್ಪಕವಾಗಿ ಬಂದಿಲ್ಲ ಎಂದು ಅವರು ದೂರಿದರು.: [724, 125, 813, 177]
headline-row: [216, 1158, 550, 1180]
column-text: ಸುದ್ದಿಗೋಷ್ಠಿಯಲ್ಲಿ ಮಾತನಾಡಿದ ಸಚಿವರು, ಎಲ್ಲ ಸಮುದಾಯಗಳ ಮುಖಂಡರೊಂದಿಗೆ ಸಮಾಲೋಚನೆ ನಡೆಸಲಾಗುವುದು; ಯಾರ ಹಕ್ಕನ್ನೂ ಕಸಿದುಕೊಳ್ಳುವ ಪ್ರಶ್ನೆಯೇ ಇಲ್ಲ ಎಂದರು.: [337, 640, 438, 693]
ornament-line: [216, 1169, 317, 1170]
registration-dot-cyan: [335, 1434, 344, 1443]
article-column: [441, 1186, 550, 1410]
edition-title: ಕರ್ನಾಟಕ: [340, 24, 604, 64]
horoscope-item: ♑ ಮಕರ ಹಣದ ಒಳಹರಿವು ಉತ್ತಮ. ವಿವಾದ ಇತ್ಯರ್ಥ. ಮಕ್ಕಳ ವಿಷಯದಲ್ಲಿ ಸಂತಸ. ಪ್ರವಾಸ ಯೋಗ.: [120, 925, 206, 966]
article-column: [764, 425, 830, 773]
column-divider: [210, 378, 211, 1420]
horoscope-item: ♌ ಸಿಂಹ ಅಧಿಕಾರಿಗಳ ಮೆಚ್ಚುಗೆ. ಆದಾಯ ಹೆಚ್ಚಳ. ಪ್ರಯಾಣದಲ್ಲಿ ಎಚ್ಚರ. ದಾನ-ಧರ್ಮಕ್ಕೆ ಅವಕಾಶ.: [28, 1005, 114, 1046]
article-dharmika: [216, 788, 682, 1148]
column-text: ಖಾರ್ಗ್ ದ್ವೀಪದ ಸುತ್ತ ಕ್ಷಿಪಣಿ ರಕ್ಷಣಾ ವ್ಯವಸ್ಥೆ ನಿಯೋಜಿಸಲಾಗಿದೆ ಎಂದು ಅಂತಾರಾಷ್ಟ್ರೀಯ ಮಾಧ್ಯಮಗಳು ವರದಿ ಮಾಡಿವೆ. ವಿಮಾನಯಾನ ಸಂಸ್ಥೆಗಳು ಮಾರ್ಗ ಬದಲಾವಣೆ ಪ್ರಕಟಿಸಿವೆ. ತೈಲ ಬೆಲೆ ಬ್ಯಾರೆಲ್‌ಗೆ 8 ಡಾಲರ್ ಏರಿಕೆಯಾಗಿದೆ. ರಾಜತಾಂತ್ರಿಕ ಮಾತುಕತೆ ಮುಂದುವರಿದಿದೆ.: [332, 1186, 434, 1271]
section-rule: [216, 1152, 917, 1153]
inset-headline: ಇರಾನ್‌ನ ತೈಲ ರಫ್ತು ಕೇಂದ್ರ ಖಾರ್ಗ್: [454, 1192, 544, 1218]
article-headline: ಧಾರ್ಮಿಕ ಆಚರಣೆ ಹಿನ್ನೆಲೆ: ಕೇಂದ್ರ: [341, 788, 557, 810]
dateline: ಬೆಳಗಾವಿ:: [560, 1188, 586, 1197]
zodiac-icon: ♑: [120, 925, 129, 936]
article-column: [484, 131, 608, 363]
ornament-line: [216, 799, 334, 800]
column-divider: [686, 788, 687, 1148]
ornament-diamond-icon: [145, 670, 152, 677]
article-column: [690, 818, 796, 1140]
kicker-right: ಯಾವ ವರ್ಗಕ್ಕೂ ಅನ್ಯಾಯ ಇಲ್ಲ: [448, 379, 559, 392]
quote-box-dk-shivakumar: ಬಿಜೆಪಿಗೆ ಅಧಿಕಾರದ ಮೋಹವಷ್ಟೇ; ಜನರ ಕಾಳಜಿ ಇಲ್ಲ: ಡಿ.ಕೆ. ಶಿವಕುಮಾರ್: [724, 184, 813, 229]
ornament-line: [28, 479, 84, 480]
inset-box-white-house: [449, 1305, 550, 1408]
zodiac-icon: ♈: [28, 685, 37, 696]
inset-text: ಅಣ್ವಸ್ತ್ರ ಅಭಿವೃದ್ಧಿಗೆ ಅವಕಾಶ ನೀಡುವುದಿಲ್ಲ ಎಂದು ಶ್ವೇತಭವನ ಸ್ಪಷ್ಟಪಡಿಸಿದೆ. ಮಾತುಕತೆ ಮೂಲಕ ಪರಿಹಾರಕ್ಕೆ ಬದ್ಧ; ಆದರೆ ಎಲ್ಲ ಆಯ್ಕೆಗಳೂ ಮುಕ್ತ ಎಂದು ವಕ್ತಾರರು ಹೇಳಿದ್ದಾರೆ.: [454, 1341, 544, 1402]
press-conference-photo: [436, 398, 682, 548]
headline-row: [216, 788, 682, 811]
dina-bhavishya-header: [28, 666, 206, 682]
article-column: [216, 817, 321, 1139]
column-text: ಪರಿಶಿಷ್ಟ ಜಾತಿಗಳ ಒಳಮೀಸಲಾತಿ ಜಾರಿಗೆ ರಾಜ್ಯ ಸರ್ಕಾರ ಬದ್ಧವಾಗಿದೆ; ಯಾವ ವರ್ಗಕ್ಕೂ ಅನ್ಯಾಯವಾಗದಂತೆ ವರದಿ ಆಧರಿಸಿ ತೀರ್ಮಾನ ಕೈಗೊಳ್ಳಲಾಗುವುದು ಎಂದು ಸಚಿವ ಕೆ.ಎಚ್. ಮುನಿಯಪ್ಪ ಹೇಳಿದರು. ಬಿಜೆಪಿಯವರು ಈ ವಿಷಯದಲ್ಲಿ ಗೊಂದಲ ಸೃಷ್ಟಿಸುತ್ತಿದ್ದಾರೆ ಎಂದು ಆರೋಪಿಸಿದರು. ಸಮೀಕ್ಷಾ ವರದಿಯ ದತ್ತಾಂಶ ವೈಜ್ಞಾನಿಕವಾಗಿದ್ದು, ಸಚಿವ ಸಂಪುಟದಲ್ಲಿ ಚರ್ಚಿಸಿ ಸೂಕ್ತ ತೀರ್ಮಾನ ಕೈಗೊಳ್ಳಲಾಗುವುದು ಎಂದರು.: [216, 560, 320, 687]
dinada-matu-header: [28, 471, 206, 487]
ornament-diamond-icon: [144, 385, 151, 392]
kidi-note: ವಾಚಕರವಾಣಿಯ ಆಯ್ದ ಕಿಡಿಗಳು: [128, 552, 199, 559]
article-column: [820, 125, 917, 365]
registration-dot-black: [629, 1434, 638, 1443]
registration-dot-magenta: [348, 1434, 357, 1443]
horoscope-grid: [28, 686, 206, 1162]
headline-rule: [690, 812, 917, 813]
polling-story-headline: 2 ಕ್ಷೇತ್ರಗಳಲ್ಲಿ 603 ಮತಗಟ್ಟೆ: [52, 1307, 182, 1324]
zodiac-icon: ♉: [28, 765, 37, 776]
article-column: [620, 125, 709, 365]
article-iran: [216, 1158, 550, 1418]
